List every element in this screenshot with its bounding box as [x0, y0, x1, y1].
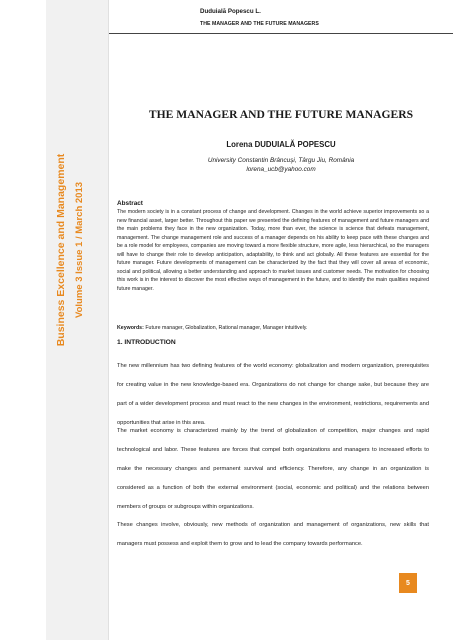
keywords-list: Future manager, Globalization, Rational manager, Manager intuitively. [145, 325, 308, 331]
abstract-body: The modern society is in a constant process of change and development. Changes in the world achieve superior improvements so a new financial asset, larger better. Throughout this paper we presented the defining features of management and future managers and the main problems they face in the new organization. Today, more than ever, the science is science that defeats management, management. The change management role and success of a manager depends on his ability to keep pace with these changes and be a role model for employees, companies are moving toward a more flexible structure, more agile, less hierarchical, so the managers will have to change their role to develop anticipation, adaptability, to think and act globally. All these features are essential for the future manager. Future developments of management can be characterized by the fact that they will cover all areas of economic, social and political, allowing a better understanding and approach to market issues and customer needs. The motivation for choosing this work is in the interest to discover the most effective ways of management in the future, and to identify the main qualities required future manager. [117, 209, 429, 292]
section-heading: 1. INTRODUCTION [117, 339, 176, 346]
keywords-label: Keywords: [117, 325, 144, 331]
journal-sidebar-label [55, 125, 86, 375]
running-header-title: THE MANAGER AND THE FUTURE MANAGERS [200, 21, 319, 27]
journal-issue: Volume 3 Issue 1 / March 2013 [74, 181, 86, 319]
author-name: Lorena DUDUIALĂ POPESCU [226, 140, 336, 149]
running-header-author: Duduială Popescu L. [200, 8, 261, 15]
body-paragraph: The market economy is characterized mainly by the trend of globalization of competition, major changes and rapid technological and labor. These features are forces that compel both organizations and managers to increased efforts to make the necessary changes and permanent survival and efficiency. Therefore, any change in an organization is considered as a function of both the external environment (social, economic and political) and the relations between members of groups or subgroups within organizations. [117, 428, 429, 510]
page-number-badge: 5 [399, 573, 417, 593]
author-email: lorena_ucb@yahoo.com [246, 166, 316, 173]
header-divider [109, 33, 453, 34]
keywords-line [117, 324, 429, 333]
abstract-heading: Abstract [117, 200, 143, 207]
paper-title: THE MANAGER AND THE FUTURE MANAGERS [148, 108, 414, 121]
journal-name: Business Excellence and Management [55, 153, 67, 347]
body-paragraph: These changes involve, obviously, new methods of organization and management of organizations, new skills that managers must possess and exploit them to grow and to lead the company towards performance. [117, 522, 429, 547]
body-paragraph: The new millennium has two defining features of the world economy: globalization and modern organization, prerequisites for creating value in the new knowledge-based era. Organizations do not change for change sake, but because they are part of a wider development process and must react to the new changes in the environment, restrictions, requirements and opportunities that arise in this area. [117, 363, 429, 426]
author-affiliation: University Constantin Brâncuşi, Târgu Jiu, România [207, 157, 355, 164]
